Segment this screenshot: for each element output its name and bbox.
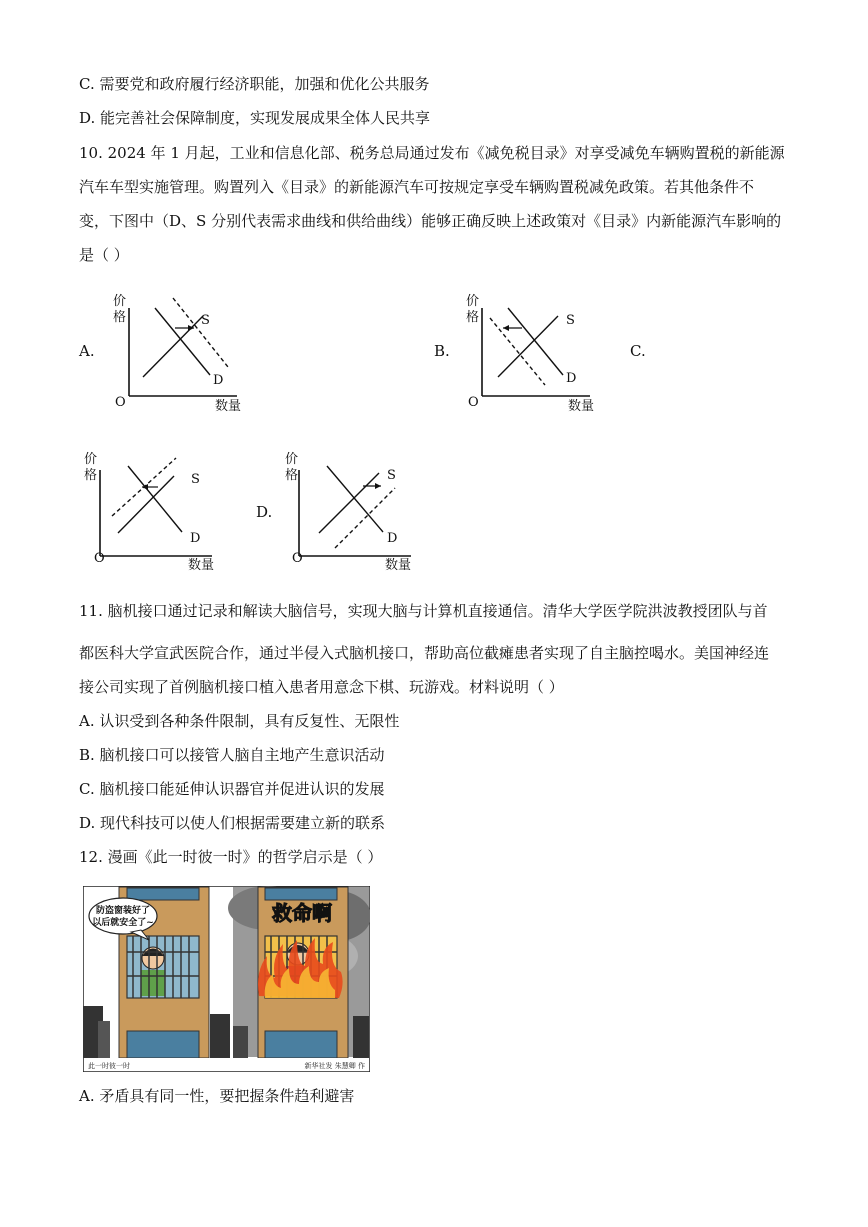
x-axis-label: 数量 xyxy=(215,399,242,414)
question-9-option-c: C. 需要党和政府履行经济职能，加强和优化公共服务 xyxy=(79,75,430,93)
y-axis-label-1: 价 xyxy=(84,452,98,467)
caption-title: 此一时彼一时 xyxy=(88,1062,130,1070)
cartoon-image xyxy=(83,886,370,1072)
supply-label: S xyxy=(387,468,396,483)
question-11-stem-line-2: 都医科大学宣武医院合作，通过半侵入式脑机接口，帮助高位截瘫患者实现了自主脑控喝水。美国神经连 xyxy=(79,644,770,662)
question-11-option-d: D. 现代科技可以使人们根据需要建立新的联系 xyxy=(79,814,386,832)
question-12-option-a: A. 矛盾具有同一性，要把握条件趋利避害 xyxy=(79,1087,355,1105)
y-axis-label-2: 格 xyxy=(285,468,299,483)
question-10-stem-line-4: 是（ ） xyxy=(79,246,129,264)
y-axis-label-1: 价 xyxy=(285,452,299,467)
question-10-stem-line-3: 变，下图中（D、S 分别代表需求曲线和供给曲线）能够正确反映上述政策对《目录》内新能源汽车影响的 xyxy=(79,212,782,230)
question-11-stem-line-1: 11. 脑机接口通过记录和解读大脑信号，实现大脑与计算机直接通信。清华大学医学院洪波教授团队与首 xyxy=(79,602,768,620)
question-11-stem-line-3: 接公司实现了首例脑机接口植入患者用意念下棋、玩游戏。材料说明（ ） xyxy=(79,678,564,696)
graph-option-d xyxy=(275,448,425,578)
question-9-option-d: D. 能完善社会保障制度，实现发展成果全体人民共享 xyxy=(79,109,431,127)
y-axis-label-2: 格 xyxy=(113,310,127,325)
question-11-option-c: C. 脑机接口能延伸认识器官并促进认识的发展 xyxy=(79,780,385,798)
supply-label: S xyxy=(566,313,575,328)
demand-label: D xyxy=(213,373,224,388)
right-shout-text: 救命啊 xyxy=(272,901,332,925)
option-a-label: A. xyxy=(79,342,95,360)
question-11-option-a: A. 认识受到各种条件限制，具有反复性、无限性 xyxy=(79,712,400,730)
x-axis-label: 数量 xyxy=(188,558,215,573)
option-c-label: C. xyxy=(630,342,646,360)
y-axis-label-1: 价 xyxy=(113,294,127,309)
graph-option-b xyxy=(458,288,608,418)
left-speech-line-1: 防盗窗装好了 xyxy=(95,906,151,916)
origin-label: O xyxy=(115,395,126,410)
y-axis-label-2: 格 xyxy=(466,310,480,325)
demand-label: D xyxy=(566,371,577,386)
left-speech-line-2: 以后就安全了~ xyxy=(92,918,154,928)
question-10-stem-line-1: 10. 2024 年 1 月起，工业和信息化部、税务总局通过发布《减免税目录》对享受减免车辆购置税的新能源 xyxy=(79,144,785,162)
x-axis-label: 数量 xyxy=(385,558,412,573)
supply-label: S xyxy=(191,472,200,487)
supply-label: S xyxy=(201,313,210,328)
origin-label: O xyxy=(468,395,479,410)
question-12-stem: 12. 漫画《此一时彼一时》的哲学启示是（ ） xyxy=(79,848,383,866)
origin-label: O xyxy=(292,551,303,566)
caption-credit: 新华社发 朱慧卿 作 xyxy=(304,1062,365,1070)
x-axis-label: 数量 xyxy=(568,399,595,414)
demand-label: D xyxy=(387,531,398,546)
question-10-stem-line-2: 汽车车型实施管理。购置列入《目录》的新能源汽车可按规定享受车辆购置税减免政策。若其他条件不 xyxy=(79,178,755,196)
demand-label: D xyxy=(190,531,201,546)
y-axis-label-2: 格 xyxy=(84,468,98,483)
question-11-option-b: B. 脑机接口可以接管人脑自主地产生意识活动 xyxy=(79,746,385,764)
option-d-label: D. xyxy=(256,503,273,521)
origin-label: O xyxy=(94,551,105,566)
graph-option-c xyxy=(70,448,220,578)
graph-option-a xyxy=(105,288,255,418)
option-b-label: B. xyxy=(434,342,450,360)
y-axis-label-1: 价 xyxy=(466,294,480,309)
